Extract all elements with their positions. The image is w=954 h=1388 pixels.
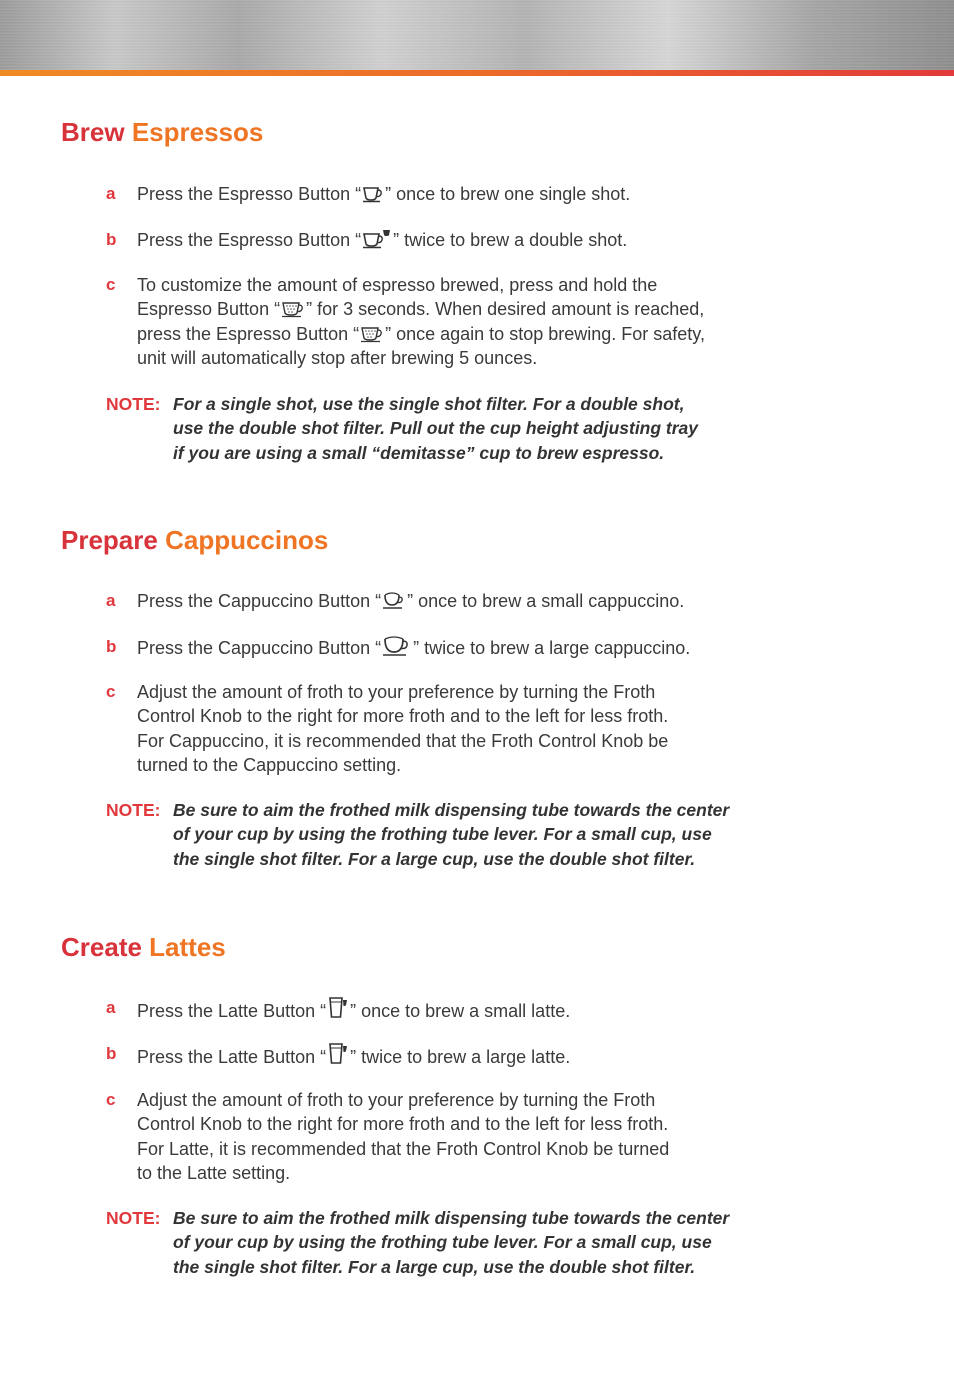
latte-glass-icon — [327, 1042, 349, 1066]
header-metal-band — [0, 0, 954, 70]
espresso-double-icon — [362, 229, 392, 249]
espresso-dotted-icon — [281, 300, 305, 318]
espresso-single-icon — [362, 185, 384, 203]
latte-glass-icon — [327, 996, 349, 1020]
section-title: Brew Espressos — [61, 117, 264, 147]
section-title: Prepare Cappuccinos — [61, 525, 329, 555]
espresso-dotted-icon — [360, 325, 384, 343]
cappuccino-large-icon — [382, 635, 412, 657]
cappuccino-small-icon — [382, 590, 406, 610]
section-title: Create Lattes — [61, 932, 226, 962]
header-accent-stripe — [0, 70, 954, 76]
